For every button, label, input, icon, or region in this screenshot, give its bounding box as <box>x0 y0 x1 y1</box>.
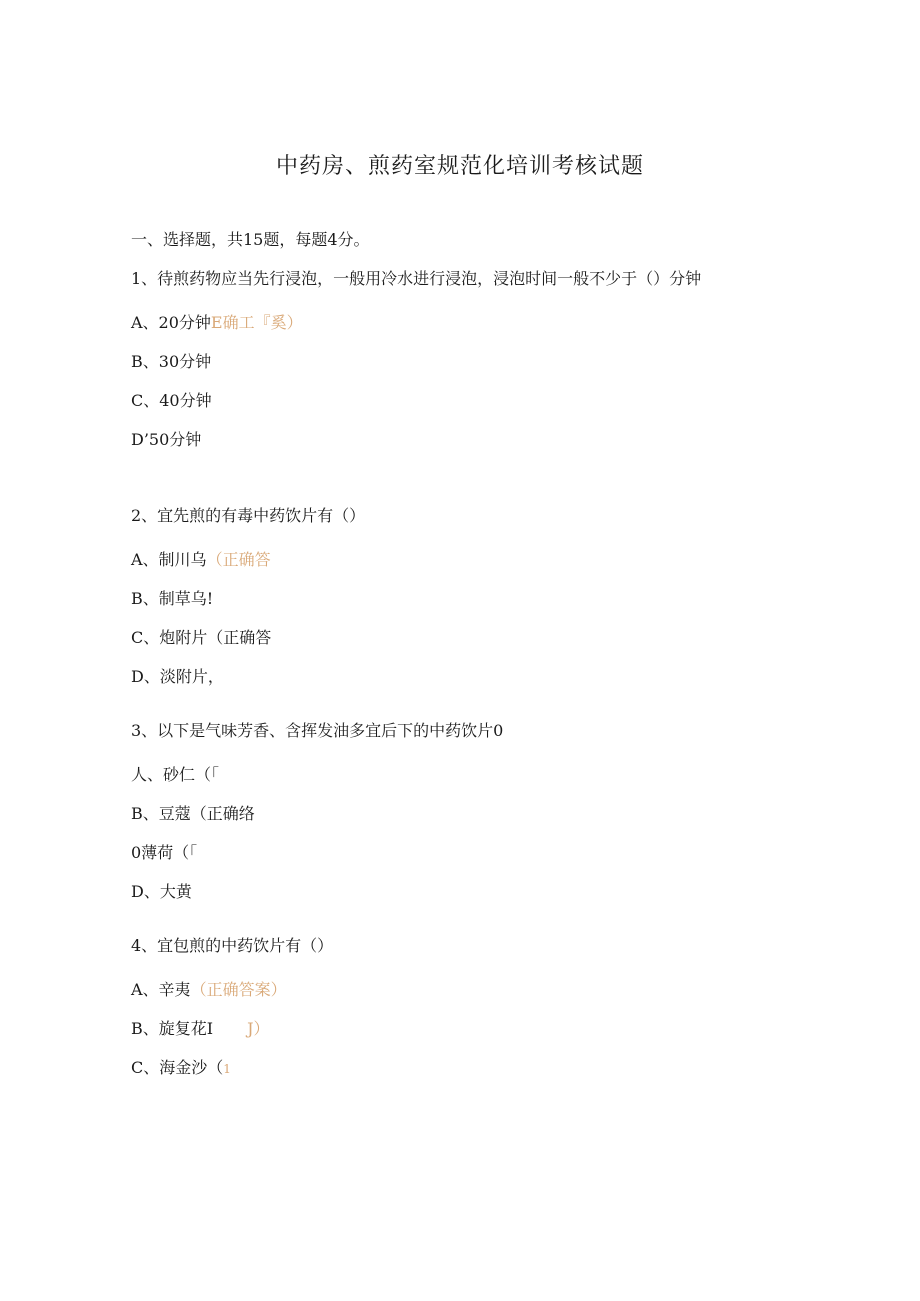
question-3-option-c: 0薄荷（「 <box>131 843 198 862</box>
answer-mark: 1 <box>223 1062 231 1076</box>
question-3-option-b: B、豆蔻（正确络 <box>131 804 255 823</box>
answer-mark: J） <box>247 1019 270 1038</box>
question-2-option-b: B、制草乌! <box>131 589 214 608</box>
option-text: A、辛夷 <box>131 980 191 999</box>
question-2-option-a <box>131 549 271 571</box>
question-1-option-d: D’50分钟 <box>131 430 202 449</box>
question-2-stem: 2、宜先煎的有毒中药饮片有（） <box>131 506 366 525</box>
question-1-option-b: B、30分钟 <box>131 352 212 371</box>
option-text: B、旋复花I <box>131 1019 214 1038</box>
answer-mark: （正确答 <box>206 550 271 569</box>
question-4-option-b <box>131 1018 270 1040</box>
question-1-option-c: C、40分钟 <box>131 391 212 410</box>
option-text: A、20分钟 <box>131 313 211 332</box>
answer-mark: （正确答案） <box>190 980 287 999</box>
question-2-option-d: D、淡附片， <box>131 667 224 686</box>
option-text: A、制川乌 <box>131 550 207 569</box>
question-1-option-a <box>131 312 303 334</box>
section-heading: 一、选择题，共15题，每题4分。 <box>131 230 370 249</box>
question-3-option-d: D、大黄 <box>131 882 192 901</box>
question-3-stem: 3、以下是气味芳香、含挥发油多宜后下的中药饮片0 <box>131 721 504 740</box>
option-text: C、海金沙（ <box>131 1058 224 1077</box>
question-3-option-a: 人、砂仁（「 <box>131 765 220 784</box>
question-1-stem: 1、待煎药物应当先行浸泡，一般用冷水进行浸泡，浸泡时间一般不少于（）分钟 <box>131 269 702 288</box>
question-4-stem: 4、宜包煎的中药饮片有（） <box>131 936 334 955</box>
question-4-option-c <box>131 1057 231 1080</box>
question-2-option-c: C、炮附片（正确答 <box>131 628 272 647</box>
answer-mark: E确工『奚） <box>210 313 303 332</box>
page-title: 中药房、煎药室规范化培训考核试题 <box>275 154 644 179</box>
question-4-option-a <box>131 979 287 1001</box>
